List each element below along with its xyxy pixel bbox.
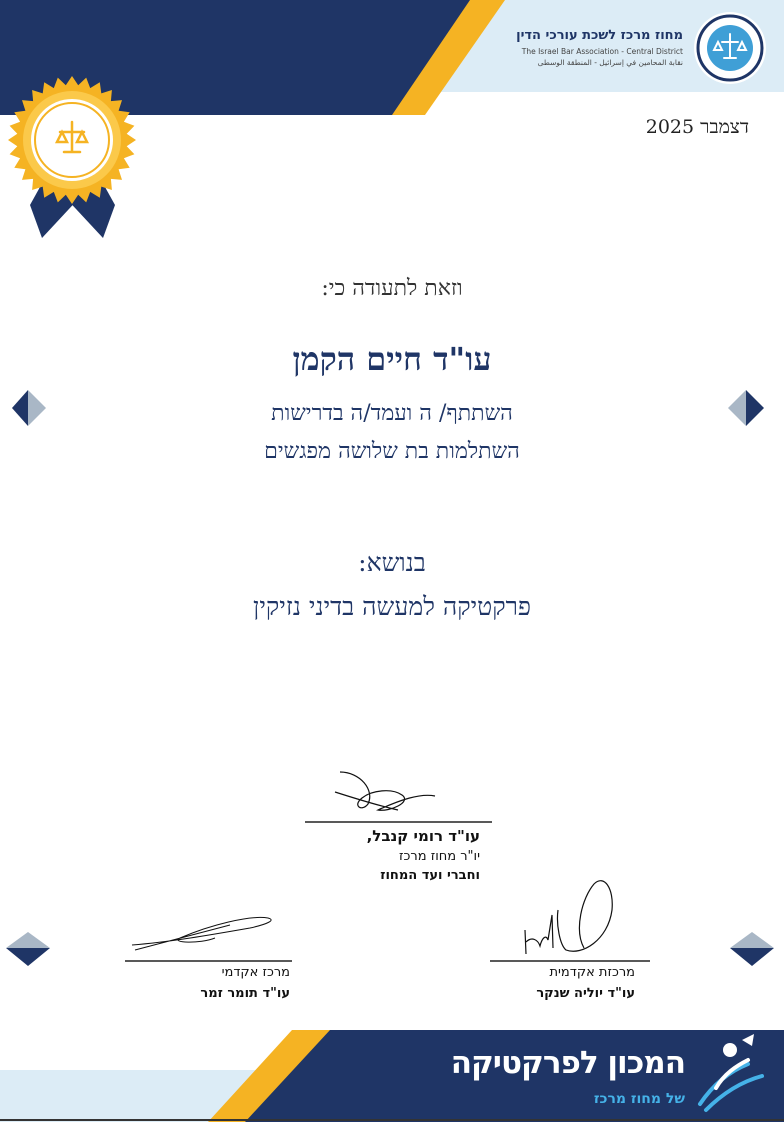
completion-line-2: השתלמות בת שלושה מפגשים: [264, 439, 520, 464]
bar-association-logo-icon: [694, 12, 766, 84]
right-signer-name: עו"ד יוליה שנקר: [536, 986, 635, 1001]
logo-title-english: The Israel Bar Association - Central District: [521, 47, 683, 56]
left-signer-name: עו"ד תומר זמר: [200, 986, 290, 1001]
right-lower-arrow-marker-icon: [730, 932, 774, 966]
recipient-name: עו"ד חיים הקמן: [292, 340, 492, 378]
left-handwritten-signature: [132, 917, 271, 950]
top-signer-role-2: וחברי ועד המחוז: [380, 868, 480, 883]
left-lower-arrow-marker-icon: [6, 932, 50, 966]
right-handwritten-signature: [525, 881, 612, 954]
top-signer-role-1: יו"ר מחוז מרכז: [399, 849, 480, 864]
logo-title-arabic: نقابة المحامين في إسرائيل - المنطقة الوسطى: [537, 58, 683, 67]
subject-value: פרקטיקה למעשה בדיני נזיקין: [252, 592, 532, 621]
certificate-date: דצמבר 2025: [645, 116, 749, 138]
completion-line-1: השתתף/ ה ועמד/ה בדרישות: [271, 401, 513, 426]
certificate-intro: וזאת לתעודה כי:: [321, 276, 463, 301]
institute-logo-subtitle: של מחוז מרכז: [593, 1091, 685, 1107]
subject-label: בנושא:: [358, 548, 426, 577]
left-signer-role: מרכז אקדמי: [221, 965, 290, 980]
right-signer-role: מרכזת אקדמית: [549, 965, 635, 980]
institute-logo-title: המכון לפרקטיקה: [450, 1045, 685, 1081]
logo-title-hebrew: מחוז מרכז לשכת עורכי הדין: [516, 28, 683, 43]
top-signer-name: עו"ד רומי קנבל,: [366, 827, 480, 845]
top-handwritten-signature: [335, 772, 435, 810]
